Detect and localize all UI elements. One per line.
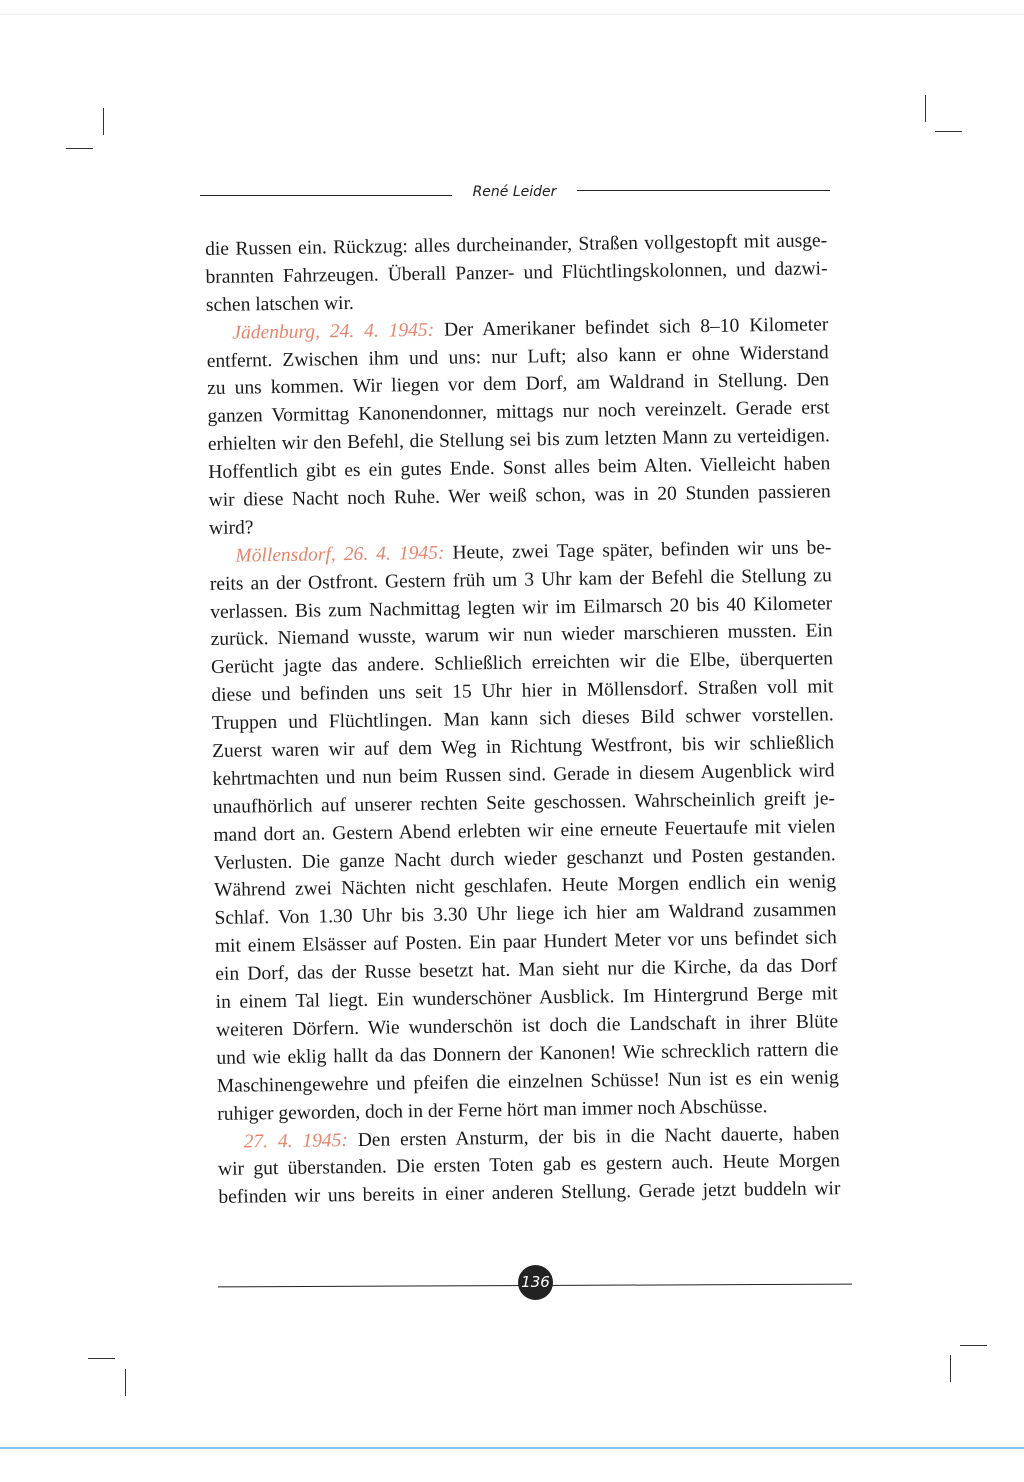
text-line: befinden wir uns bereits in einer anderen Stellung. Gerade jetzt buddeln wir bbox=[218, 1178, 841, 1209]
body-text bbox=[205, 227, 841, 1212]
text-fragment: Heute, zwei Tage später, befinden wir uns be- bbox=[452, 537, 832, 564]
scan-edge-bottom bbox=[0, 1447, 1024, 1449]
scan-edge-top bbox=[0, 14, 1024, 15]
text-line: Truppen und Flüchtlingen. Man kann sich dieses Bild schwer vorstellen. bbox=[211, 704, 834, 735]
text-line: wird? bbox=[208, 517, 254, 539]
text-line: Während zwei Nächten nicht geschlafen. Heute Morgen endlich ein wenig bbox=[213, 871, 837, 902]
text-line: zurück. Niemand wusste, warum wir nun wieder marschieren mussten. Ein bbox=[210, 620, 833, 651]
text-line: wir gut überstanden. Die ersten Toten gab es gestern auch. Heute Morgen bbox=[217, 1150, 841, 1181]
crop-mark bbox=[88, 1358, 115, 1359]
entry-date: Möllensdorf, 26. 4. 1945: bbox=[235, 542, 445, 567]
entry-date: 27. 4. 1945: bbox=[243, 1129, 349, 1153]
text-line: Maschinengewehre und pfeifen die einzelnen Schüsse! Nun ist es ein wenig bbox=[216, 1066, 839, 1097]
text-line: erhielten wir den Befehl, die Stellung sei bis zum letzten Mann zu verteidigen. bbox=[207, 425, 831, 456]
crop-mark bbox=[925, 95, 926, 122]
text-line: zu uns kommen. Wir liegen vor dem Dorf, am Waldrand in Stellung. Den bbox=[206, 369, 830, 400]
text-line: Hoffentlich gibt es ein gutes Ende. Sonst alles beim Alten. Vielleicht haben bbox=[208, 453, 831, 484]
text-line: ein Dorf, das der Russe besetzt hat. Man sieht nur die Kirche, da das Dorf bbox=[215, 955, 838, 986]
text-line: weiteren Dörfern. Wie wunderschön ist doch die Landschaft in ihrer Blüte bbox=[215, 1011, 839, 1041]
text-line: diese und befinden uns seit 15 Uhr hier in Möllensdorf. Straßen voll mit bbox=[211, 676, 834, 707]
text-line: Zuerst waren wir auf dem Weg in Richtung Westfront, bis wir schließlich bbox=[212, 732, 835, 762]
text-line: kehrtmachten und nun beim Russen sind. Gerade in diesem Augenblick wird bbox=[212, 760, 835, 790]
text-line: verlassen. Bis zum Nachmittag legten wir im Eilmarsch 20 bis 40 Kilometer bbox=[210, 592, 833, 623]
text-line: mit einem Elsässer auf Posten. Ein paar Hundert Meter vor uns befindet sich bbox=[214, 927, 838, 958]
text-line: und wie eklig hallt da das Donnern der Kanonen! Wie schrecklich rattern die bbox=[216, 1039, 839, 1069]
running-title: René Leider bbox=[472, 184, 557, 200]
page-number: 136 bbox=[518, 1265, 553, 1300]
crop-mark bbox=[66, 148, 93, 149]
text-line: ganzen Vormittag Kanonendonner, mittags nur noch vereinzelt. Gerade erst bbox=[207, 397, 830, 428]
crop-mark bbox=[950, 1355, 951, 1382]
text-line: die Russen ein. Rückzug: alles durcheinander, Straßen vollgestopft mit ausge- bbox=[205, 230, 828, 260]
text-line: Gerücht jagte das andere. Schließlich erreichten wir die Elbe, überquerten bbox=[210, 648, 834, 679]
crop-mark bbox=[125, 1369, 126, 1396]
header-rule-right bbox=[577, 190, 830, 191]
crop-mark bbox=[935, 131, 962, 132]
text-line: in einem Tal liegt. Ein wunderschöner Ausblick. Im Hintergrund Berge mit bbox=[215, 983, 838, 1013]
text-line: brannten Fahrzeugen. Überall Panzer- und Flüchtlingskolonnen, und dazwi- bbox=[205, 258, 828, 288]
header-rule-left bbox=[200, 195, 452, 196]
text-line: reits an der Ostfront. Gestern früh um 3 Uhr kam der Befehl die Stellung zu bbox=[209, 564, 832, 595]
text-fragment: Der Amerikaner befindet sich 8–10 Kilometer bbox=[443, 313, 829, 341]
crop-mark bbox=[103, 108, 104, 135]
text-line: Schlaf. Von 1.30 Uhr bis 3.30 Uhr liege ich hier am Waldrand zusammen bbox=[214, 899, 837, 930]
text-line: mand dort an. Gestern Abend erlebten wir eine erneute Feuertaufe mit vielen bbox=[213, 815, 836, 846]
text-line: ruhiger geworden, doch in der Ferne hört man immer noch Abschüsse. bbox=[217, 1095, 768, 1125]
text-line: entfernt. Zwischen ihm und uns: nur Luft; also kann er ohne Widerstand bbox=[206, 341, 829, 372]
entry-date: Jädenburg, 24. 4. 1945: bbox=[232, 319, 435, 344]
text-fragment: Den ersten Ansturm, der bis in die Nacht dauerte, haben bbox=[357, 1122, 840, 1151]
text-line: Verlusten. Die ganze Nacht durch wieder geschanzt und Posten gestanden. bbox=[213, 843, 836, 874]
text-line: schen latschen wir. bbox=[205, 292, 354, 316]
text-line: wir diese Nacht noch Ruhe. Wer weiß schon, was in 20 Stunden passieren bbox=[208, 481, 831, 511]
text-line: unaufhörlich auf unserer rechten Seite geschossen. Wahrscheinlich greift je- bbox=[212, 788, 836, 818]
crop-mark bbox=[960, 1345, 987, 1346]
